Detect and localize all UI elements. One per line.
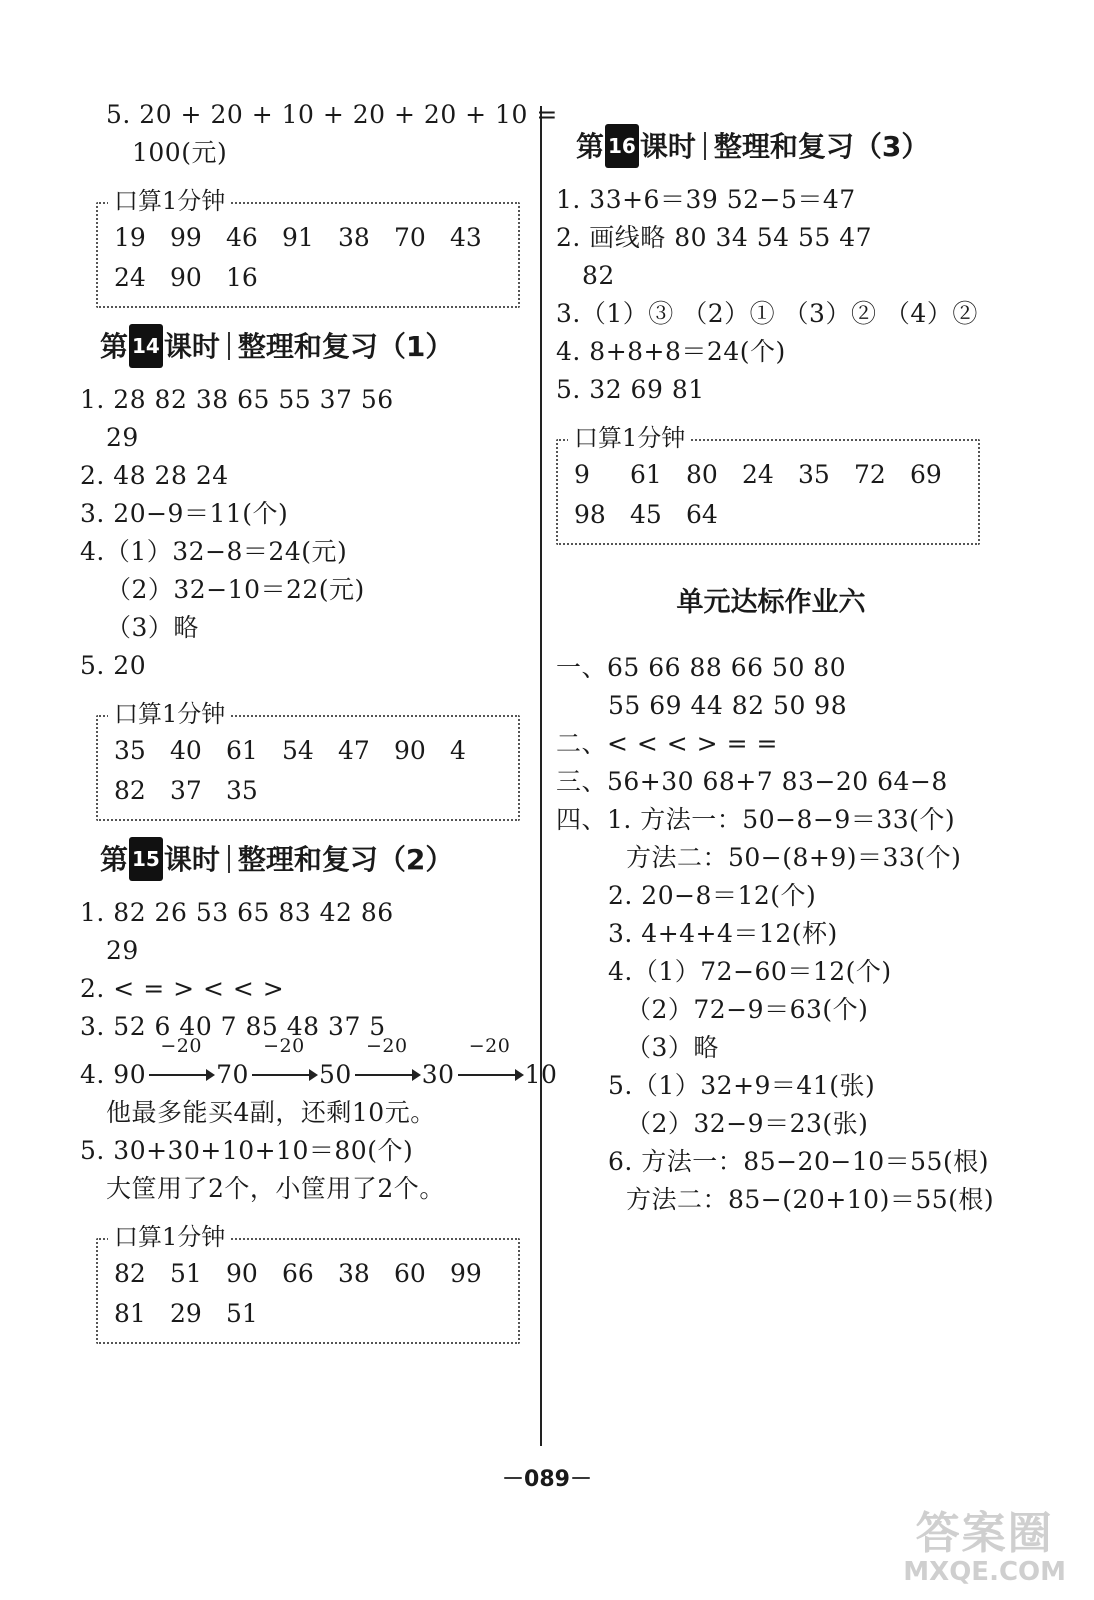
- heading-suffix: 课时: [163, 843, 220, 876]
- chain-start: 4. 90: [80, 1060, 147, 1089]
- lesson-heading-15: [100, 837, 520, 882]
- answer-line: 55 69 44 82 50 98: [608, 691, 848, 720]
- box-value: 19: [114, 223, 146, 252]
- heading-separator: [228, 332, 230, 360]
- mental-math-box: [556, 424, 980, 545]
- box-label: 口算1分钟: [108, 1222, 231, 1252]
- answer-line: 2. < = > < < >: [80, 974, 285, 1003]
- right-column: [556, 124, 995, 1219]
- answer-line: 4. 8+8+8＝24(个): [556, 337, 786, 366]
- watermark-url: MXQE.COM: [903, 1557, 1066, 1587]
- lesson-number-badge: 16: [605, 124, 639, 168]
- answer-line: 三、56+30 68+7 83−20 64−8: [556, 767, 948, 796]
- answer-line: 方法二：50−(8+9)＝33(个): [626, 843, 962, 872]
- lesson-number-badge: 15: [129, 837, 163, 881]
- box-value: 4: [450, 736, 466, 765]
- box-value: 98: [574, 500, 606, 529]
- box-value: 40: [170, 736, 202, 765]
- heading-suffix: 课时: [163, 330, 220, 363]
- chain-arrow: [146, 1035, 216, 1094]
- arrow-shaft: [458, 1074, 522, 1076]
- answer-line: 5. 32 69 81: [556, 375, 705, 404]
- chain-value: 70: [216, 1060, 249, 1089]
- box-row: [574, 455, 968, 495]
- answer-line: 5.（1）32+9＝41(张): [608, 1071, 876, 1100]
- box-value: 54: [282, 736, 314, 765]
- answer-line: 一、65 66 88 66 50 80: [556, 653, 847, 682]
- answer-line: （2）72−9＝63(个): [626, 995, 869, 1024]
- box-value: 61: [630, 460, 662, 489]
- box-label: 口算1分钟: [108, 186, 231, 216]
- arrow-label: −20: [160, 1035, 202, 1057]
- answer-line: 29: [106, 936, 139, 965]
- arrow-shaft: [252, 1074, 316, 1076]
- lesson-heading-16: [576, 124, 986, 169]
- box-value: 46: [226, 223, 258, 252]
- watermark-logo: [903, 1510, 1066, 1586]
- box-value: 24: [742, 460, 774, 489]
- heading-suffix: 课时: [639, 130, 696, 163]
- mental-math-box: [96, 700, 520, 821]
- heading-prefix: 第: [100, 843, 129, 876]
- answer-line: 2. 画线略 80 34 54 55 47: [556, 223, 873, 252]
- box-value: 38: [338, 1259, 370, 1288]
- answer-line: 6. 方法一：85−20−10＝55(根): [608, 1147, 989, 1176]
- box-value: 99: [170, 223, 202, 252]
- box-value: 64: [686, 500, 718, 529]
- box-value: 35: [798, 460, 830, 489]
- answer-line: 5. 20 + 20 + 10 + 20 + 20 + 10 =: [106, 100, 558, 129]
- box-value: 82: [114, 1259, 146, 1288]
- chain-value: 10: [524, 1060, 558, 1089]
- answer-line: 100(元): [132, 138, 228, 167]
- answer-line: 82: [582, 261, 615, 290]
- lesson-number-badge: 14: [129, 324, 163, 368]
- box-row: [114, 731, 508, 771]
- answer-line: （3）略: [106, 613, 199, 642]
- box-value: 61: [226, 736, 258, 765]
- box-value: 43: [450, 223, 482, 252]
- answer-line: 3.（1）③ （2）① （3）② （4）②: [556, 299, 978, 328]
- box-label: 口算1分钟: [568, 423, 691, 453]
- answer-line: 4.（1）32−8＝24(元): [80, 537, 348, 566]
- arrow-shaft: [149, 1074, 213, 1076]
- answer-line: 3. 4+4+4＝12(杯): [608, 919, 838, 948]
- box-value: 24: [114, 263, 146, 292]
- box-row: [114, 1254, 508, 1294]
- box-value: 82: [114, 776, 146, 805]
- box-value: 35: [114, 736, 146, 765]
- box-row: [114, 258, 508, 298]
- answer-line: 1. 82 26 53 65 83 42 86: [80, 898, 394, 927]
- box-value: 69: [910, 460, 942, 489]
- left-column: [80, 96, 558, 1358]
- chain-value: 50: [318, 1060, 352, 1089]
- heading-title: 整理和复习（2）: [237, 843, 454, 876]
- mental-math-box: [96, 187, 520, 308]
- arrow-label: −20: [468, 1035, 511, 1057]
- answer-line: 3. 20−9＝11(个): [80, 499, 289, 528]
- answer-line: 2. 48 28 24: [80, 461, 229, 490]
- box-value: 90: [226, 1259, 258, 1288]
- box-value: 9: [574, 460, 590, 489]
- chain-value: 30: [421, 1060, 455, 1089]
- answer-line: 1. 33+6＝39 52−5＝47: [556, 185, 856, 214]
- box-value: 51: [170, 1259, 202, 1288]
- box-value: 51: [226, 1299, 258, 1328]
- answer-line: 3. 52 6 40 7 85 48 37 5: [80, 1012, 386, 1041]
- unit-title: 单元达标作业六: [676, 587, 866, 618]
- answer-line: 5. 20: [80, 651, 147, 680]
- box-value: 16: [226, 263, 258, 292]
- arrow-shaft: [355, 1074, 419, 1076]
- box-value: 37: [170, 776, 202, 805]
- answer-line: 2. 20−8＝12(个): [608, 881, 817, 910]
- box-label: 口算1分钟: [108, 699, 231, 729]
- subtraction-chain: [80, 1035, 558, 1094]
- lesson-heading-14: [100, 324, 520, 369]
- heading-title: 整理和复习（1）: [237, 330, 454, 363]
- page-number: －089－: [502, 1467, 592, 1492]
- heading-title: 整理和复习（3）: [713, 130, 930, 163]
- box-value: 45: [630, 500, 662, 529]
- arrow-label: −20: [365, 1035, 408, 1057]
- box-value: 29: [170, 1299, 202, 1328]
- answer-line: （3）略: [626, 1033, 719, 1062]
- box-value: 70: [394, 223, 426, 252]
- heading-separator: [228, 845, 230, 873]
- box-value: 99: [450, 1259, 482, 1288]
- box-value: 35: [226, 776, 258, 805]
- answer-line: 5. 30+30+10+10＝80(个): [80, 1136, 414, 1165]
- answer-line: （2）32−10＝22(元): [106, 575, 365, 604]
- chain-arrow: [352, 1035, 422, 1094]
- box-value: 72: [854, 460, 886, 489]
- box-value: 60: [394, 1259, 426, 1288]
- answer-line: 4.（1）72−60＝12(个): [608, 957, 892, 986]
- answer-line: 二、< < < > = =: [556, 729, 778, 758]
- answer-line: 四、1. 方法一：50−8−9＝33(个): [556, 805, 956, 834]
- answer-line: 方法二：85−(20+10)＝55(根): [626, 1185, 995, 1214]
- column-divider: [540, 106, 542, 1446]
- box-value: 80: [686, 460, 718, 489]
- watermark-text: 答案圈: [915, 1508, 1054, 1559]
- heading-prefix: 第: [100, 330, 129, 363]
- box-value: 91: [282, 223, 314, 252]
- box-value: 66: [282, 1259, 314, 1288]
- answer-line: 大筐用了2个，小筐用了2个。: [106, 1174, 445, 1203]
- heading-prefix: 第: [576, 130, 605, 163]
- answer-line: （2）32−9＝23(张): [626, 1109, 869, 1138]
- box-value: 47: [338, 736, 370, 765]
- answer-line: 他最多能买4副，还剩10元。: [106, 1098, 436, 1127]
- box-row: [574, 495, 968, 535]
- box-value: 90: [394, 736, 426, 765]
- box-value: 90: [170, 263, 202, 292]
- box-value: 38: [338, 223, 370, 252]
- arrow-label: −20: [263, 1035, 305, 1057]
- answer-line: 1. 28 82 38 65 55 37 56: [80, 385, 394, 414]
- chain-arrow: [249, 1035, 319, 1094]
- box-row: [114, 1294, 508, 1334]
- box-row: [114, 771, 508, 811]
- heading-separator: [704, 132, 706, 160]
- mental-math-box: [96, 1223, 520, 1344]
- answer-line: 29: [106, 423, 139, 452]
- chain-arrow: [455, 1035, 525, 1094]
- box-row: [114, 218, 508, 258]
- box-value: 81: [114, 1299, 146, 1328]
